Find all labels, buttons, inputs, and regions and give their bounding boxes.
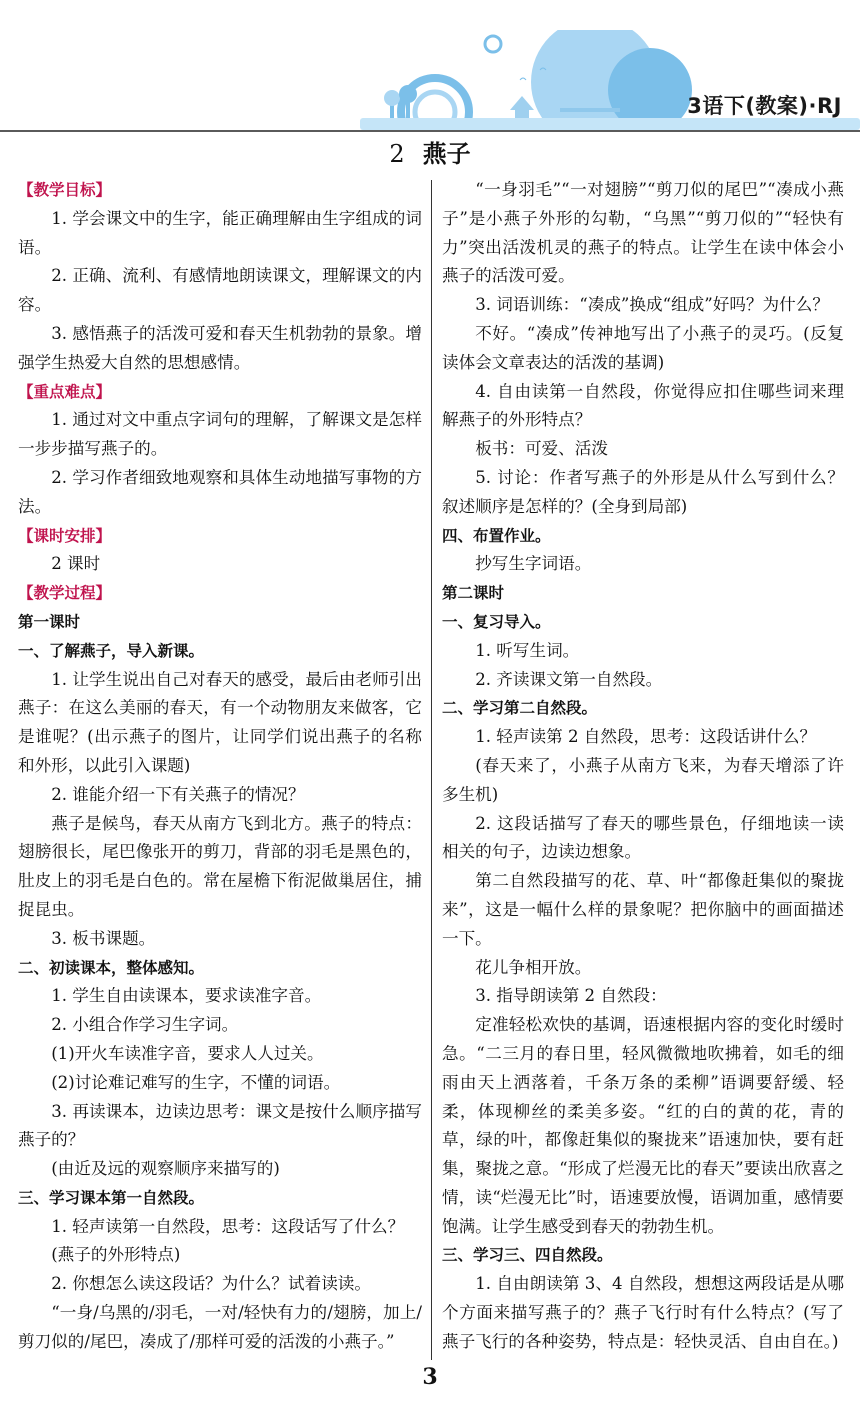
paragraph: 定准轻松欢快的基调，语速根据内容的变化时缓时急。“二三月的春日里，轻风微微地吹拂着，如毛的细雨由天上洒落着，千条万条的柔柳”语调要舒缓、轻柔，体现柳丝的柔美多姿。“红的白的黄的花，青的草，绿的叶，都像赶集似的聚拢来”语速加快，要有赶集，聚拢之意。“形成了烂漫无比的春天”要读出欣喜之情，读“烂漫无比”时，语速要放慢，语调加重，感情要饱满。让学生感受到春天的勃勃生机。: [442, 1015, 844, 1236]
paragraph: “一身羽毛”“一对翅膀”“剪刀似的尾巴”“凑成小燕子”是小燕子外形的勾勒，“乌黑”“剪刀似的”“轻快有力”突出活泼机灵的燕子的特点。让学生在读中体会小燕子的活泼可爱。: [442, 180, 844, 286]
step-heading: 一、复习导入。: [442, 612, 551, 631]
left-column: [18, 176, 422, 1357]
step-heading: 四、布置作业。: [442, 526, 551, 545]
paragraph: 1. 轻声读第 2 自然段，思考：这段话讲什么？: [475, 727, 817, 747]
paragraph: (由近及远的观察顺序来描写的): [51, 1159, 280, 1179]
page-header: [0, 0, 860, 140]
paragraph: 抄写生字词语。: [475, 554, 592, 574]
paragraph: 第二自然段描写的花、草、叶“都像赶集似的聚拢来”，这是一幅什么样的景象呢？把你脑中的画面描述一下。: [442, 871, 844, 948]
paragraph: 花儿争相开放。: [475, 957, 592, 977]
paragraph: 1. 自由朗读第 3、4 自然段，想想这两段话是从哪个方面来描写燕子的？燕子飞行时有什么特点？(写了燕子飞行的各种姿势，特点是：轻快灵活、自由自在。): [442, 1274, 844, 1351]
step-heading: 二、初读课本，整体感知。: [18, 958, 205, 977]
paragraph: 2. 这段话描写了春天的哪些景色，仔细地读一读相关的句子，边读边想象。: [442, 813, 844, 862]
paragraph: 2. 学习作者细致地观察和具体生动地描写事物的方法。: [18, 467, 422, 516]
paragraph: 2. 小组合作学习生字词。: [51, 1015, 239, 1035]
paragraph: 2. 齐读课文第一自然段。: [475, 669, 663, 689]
lesson-number: 2: [389, 140, 405, 168]
header-rule: [0, 130, 860, 132]
paragraph: 1. 轻声读第一自然段，思考：这段话写了什么？: [51, 1216, 405, 1236]
paragraph: 1. 通过对文中重点字词句的理解，了解课文是怎样一步步描写燕子的。: [18, 410, 422, 459]
lesson-period-heading: 第一课时: [18, 612, 81, 631]
step-heading: 一、了解燕子，导入新课。: [18, 641, 205, 660]
step-heading: 三、学习课本第一自然段。: [18, 1188, 205, 1207]
paragraph: 1. 让学生说出自己对春天的感受，最后由老师引出燕子：在这么美丽的春天，有一个动物朋友来做客，它是谁呢？(出示燕子的图片，让同学们说出燕子的名称和外形，以此引入课题): [18, 669, 422, 775]
column-divider: [431, 180, 432, 1360]
section-heading: 【教学目标】: [18, 181, 112, 199]
section-heading: 【教学过程】: [18, 584, 112, 603]
paragraph: 燕子是候鸟，春天从南方飞到北方。燕子的特点：翅膀很长，尾巴像张开的剪刀，背部的羽毛是黑色的，肚皮上的羽毛是白色的。常在屋檐下衔泥做巢居住，捕捉昆虫。: [18, 813, 422, 919]
paragraph: 不好。“凑成”传神地写出了小燕子的灵巧。(反复读体会文章表达的活泼的基调): [442, 323, 844, 372]
paragraph: 5. 讨论：作者写燕子的外形是从什么写到什么？叙述顺序是怎样的？(全身到局部): [442, 467, 844, 516]
paragraph: 1. 学会课文中的生字，能正确理解由生字组成的词语。: [18, 208, 422, 257]
page-number: 3: [422, 1364, 438, 1390]
paragraph: 2. 你想怎么读这段话？为什么？试着读读。: [51, 1274, 371, 1294]
paragraph: 3. 指导朗读第 2 自然段：: [475, 986, 667, 1006]
paragraph: (春天来了，小燕子从南方飞来，为春天增添了许多生机): [442, 755, 844, 804]
paragraph: 2 课时: [51, 554, 101, 574]
paragraph: 1. 听写生词。: [475, 640, 580, 660]
paragraph: (1)开火车读准字音，要求人人过关。: [51, 1043, 324, 1063]
paragraph: 3. 板书课题。: [51, 928, 156, 948]
paragraph: 3. 感悟燕子的活泼可爱和春天生机勃勃的景象。增强学生热爱大自然的思想感情。: [18, 323, 422, 372]
book-label: 3语下(教案)·RJ: [687, 94, 842, 118]
lesson-title-text: 燕子: [422, 139, 471, 168]
paragraph: 2. 正确、流利、有感情地朗读课文，理解课文的内容。: [18, 266, 422, 315]
right-column: [442, 176, 844, 1357]
paragraph: 3. 词语训练：“凑成”换成“组成”好吗？为什么？: [475, 295, 829, 315]
section-heading: 【课时安排】: [18, 526, 112, 545]
lesson-period-heading: 第二课时: [442, 584, 505, 603]
paragraph: 3. 再读课本，边读边思考：课文是按什么顺序描写燕子的？: [18, 1101, 422, 1150]
paragraph: 板书：可爱、活泼: [475, 439, 608, 459]
paragraph: (2)讨论难记难写的生字，不懂的词语。: [51, 1072, 341, 1092]
paragraph: “一身/乌黑的/羽毛，一对/轻快有力的/翅膀，加上/剪刀似的/尾巴，凑成了/那样可爱的活泼的小燕子。”: [18, 1303, 422, 1351]
paragraph: (燕子的外形特点): [51, 1245, 181, 1265]
paragraph: 4. 自由读第一自然段，你觉得应扣住哪些词来理解燕子的外形特点？: [442, 381, 844, 430]
section-heading: 【重点难点】: [18, 382, 112, 401]
step-heading: 三、学习三、四自然段。: [442, 1246, 613, 1265]
paragraph: 1. 学生自由读课本，要求读准字音。: [51, 986, 322, 1006]
lesson-title: [0, 134, 860, 169]
step-heading: 二、学习第二自然段。: [442, 699, 598, 718]
paragraph: 2. 谁能介绍一下有关燕子的情况？: [51, 784, 305, 804]
